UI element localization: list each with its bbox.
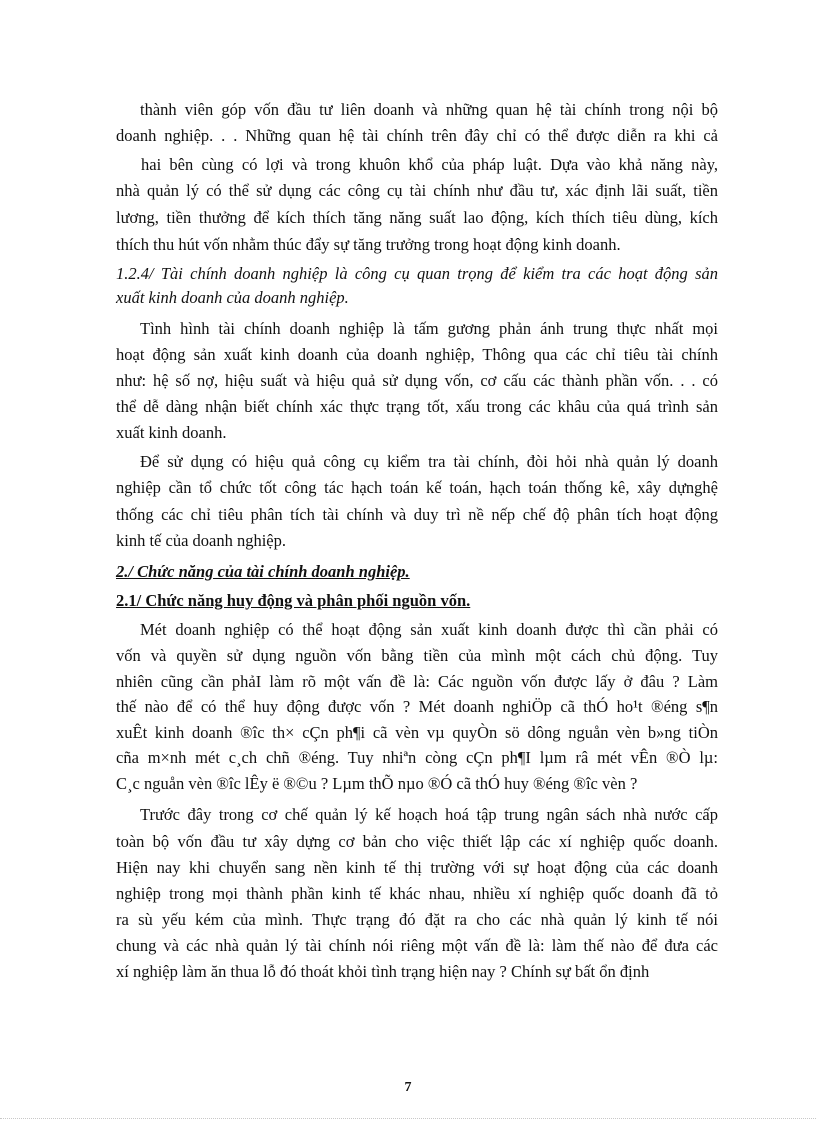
text-line: nghiệp cần tổ chức tốt công tác hạch toán kế toán, hạch toán thống kê, xây dựnghệ xyxy=(116,478,718,497)
text-line: xuÊt kinh doanh ®îc th× cÇn ph¶i cã vèn vµ quyÒn sö dông nguån vèn b»ng tiÒn xyxy=(116,723,718,742)
text-line: Mét doanh nghiệp có thể hoạt động sản xuất kinh doanh được thì cần phải có xyxy=(140,620,718,639)
text-line: Để sử dụng có hiệu quả công cụ kiểm tra tài chính, đòi hỏi nhà quản lý doanh xyxy=(140,452,718,471)
text-line: nhiên cũng cần phảI làm rõ một vấn đề là: Các nguồn vốn được lấy ở đâu ? Làm xyxy=(116,672,718,691)
section-heading-1-2-4: 1.2.4/ Tài chính doanh nghiệp là công cụ quan trọng để kiểm tra các hoạt động sản xyxy=(116,264,718,283)
text-line: như: hệ số nợ, hiệu suất và hiệu quả sử dụng vốn, cơ cấu các thành phần vốn. . . có xyxy=(116,371,718,390)
text-line: thống các chỉ tiêu phân tích tài chính và duy trì nề nếp chế độ phân tích hoạt động xyxy=(116,505,718,524)
text-line: kinh tế của doanh nghiệp. xyxy=(116,531,286,550)
text-line: thành viên góp vốn đầu tư liên doanh và những quan hệ tài chính trong nội bộ xyxy=(140,100,718,119)
text-line: chung và các nhà quản lý tài chính nói riêng một vấn đề là: làm thế nào để đưa các xyxy=(116,936,718,955)
page-bottom-divider xyxy=(0,1118,816,1119)
text-line: nhà quản lý có thể sử dụng các công cụ tài chính như đầu tư, xác định lãi suất, tiền xyxy=(116,181,718,200)
text-line: vốn và quyền sử dụng nguồn vốn bằng tiền của mình một cách chủ động. Tuy xyxy=(116,646,718,665)
text-line: toàn bộ vốn đầu tư xây dựng cơ bản cho việc thiết lập các xí nghiệp quốc doanh. xyxy=(116,832,718,851)
text-line: lương, tiền thưởng để kích thích tăng năng suất lao động, kích thích tiêu dùng, kích xyxy=(116,208,718,227)
text-line: cña m×nh mét c¸ch chñ ®éng. Tuy nhiªn còng cÇn ph¶I lµm râ mét vÊn ®Ò lµ: xyxy=(116,748,718,767)
text-line: Tình hình tài chính doanh nghiệp là tấm gương phản ánh trung thực nhất mọi xyxy=(140,319,718,338)
text-line: nghiệp trong mọi thành phần kinh tế khác nhau, nhiều xí nghiệp quốc doanh đã tỏ xyxy=(116,884,718,903)
text-line: C¸c nguån vèn ®îc lÊy ë ®©u ? Lµm thÕ nµo ®Ó cã thÓ huy ®éng ®îc vèn ? xyxy=(116,774,638,793)
text-line: xí nghiệp làm ăn thua lỗ đó thoát khỏi tình trạng hiện nay ? Chính sự bất ổn định xyxy=(116,962,650,981)
text-line: doanh nghiệp. . . Những quan hệ tài chính trên đây chỉ có thể được diễn ra khi cả xyxy=(116,126,718,145)
text-line: thể dễ dàng nhận biết chính xác thực trạng tốt, xấu trong các khâu của quá trình sản xyxy=(116,397,718,416)
text-line: hai bên cùng có lợi và trong khuôn khổ của pháp luật. Dựa vào khả năng này, xyxy=(141,155,718,174)
section-heading-2-1: 2.1/ Chức năng huy động và phân phối nguồn vốn. xyxy=(116,591,471,610)
text-line: thích thu hút vốn nhằm thúc đẩy sự tăng trưởng trong hoạt động kinh doanh. xyxy=(116,235,621,254)
text-line: xuất kinh doanh. xyxy=(116,423,227,442)
text-line: hoạt động sản xuất kinh doanh của doanh nghiệp, Thông qua các chỉ tiêu tài chính xyxy=(116,345,718,364)
section-heading-2: 2./ Chức năng của tài chính doanh nghiệp. xyxy=(116,562,410,581)
text-line: Hiện nay khi chuyển sang nền kinh tế thị trường với sự hoạt động của các doanh xyxy=(116,858,718,877)
page-number: 7 xyxy=(404,1080,412,1095)
section-heading-1-2-4-cont: xuất kinh doanh của doanh nghiệp. xyxy=(116,288,349,307)
text-line: Trước đây trong cơ chế quản lý kế hoạch hoá tập trung ngân sách nhà nước cấp xyxy=(140,805,718,824)
text-line: thế nào để có thể huy động được vốn ? Mét doanh nghiÖp cã thÓ ho¹t ®éng s¶n xyxy=(116,697,718,716)
text-line: ra sù yếu kém của mình. Thực trạng đó đặt ra cho các nhà quản lý kinh tế nói xyxy=(116,910,718,929)
